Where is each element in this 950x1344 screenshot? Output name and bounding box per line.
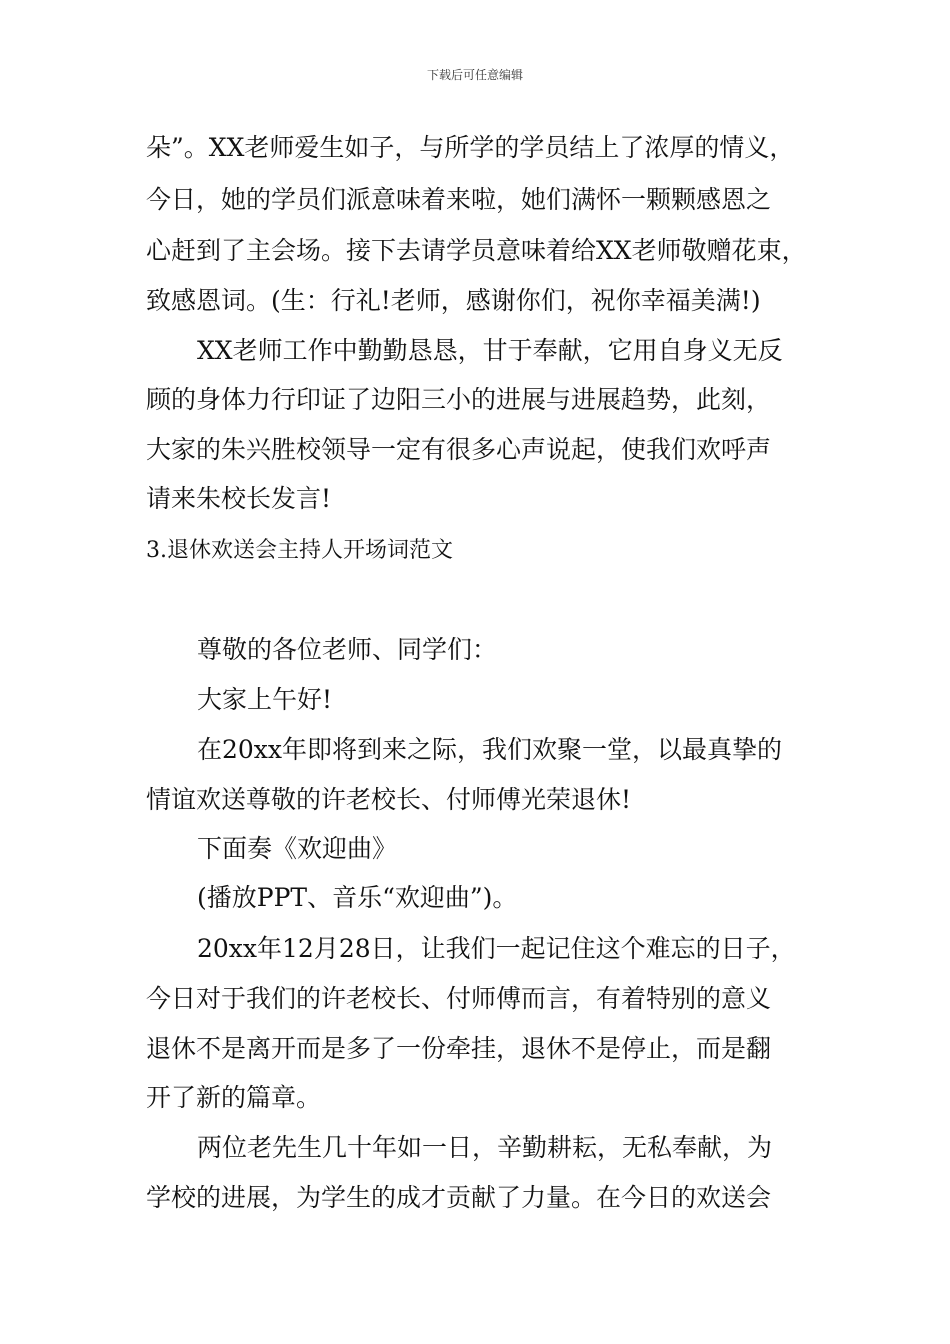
paragraph-line: XX老师工作中勤勤恳恳，甘于奉献，它用自身义无反 xyxy=(197,336,783,365)
paragraph-line: 在20xx年即将到来之际，我们欢聚一堂，以最真挚的 xyxy=(197,735,783,764)
paragraph-line: 心赶到了主会场。接下去请学员意味着给XX老师敬赠花束， xyxy=(146,236,807,265)
paragraph-line: 今日，她的学员们派意味着来啦，她们满怀一颗颗感恩之 xyxy=(146,185,772,214)
paragraph-line: (播放PPT、音乐“欢迎曲”)。 xyxy=(197,883,518,912)
paragraph-line: 下面奏《欢迎曲》 xyxy=(197,834,398,863)
paragraph-line: 顾的身体力行印证了边阳三小的进展与进展趋势，此刻， xyxy=(146,385,772,414)
paragraph-line: 大家的朱兴胜校领导一定有很多心声说起，使我们欢呼声 xyxy=(146,435,772,464)
paragraph-line: 20xx年12月28日，让我们一起记住这个难忘的日子， xyxy=(197,934,796,963)
paragraph-line: 朵”。XX老师爱生如子，与所学的学员结上了浓厚的情义， xyxy=(146,133,795,162)
section-heading: 3.退休欢送会主持人开场词范文 xyxy=(146,538,453,563)
paragraph-line: 学校的进展，为学生的成才贡献了力量。在今日的欢送会 xyxy=(146,1183,772,1212)
paragraph-line: 开了新的篇章。 xyxy=(146,1083,322,1112)
page-header: 下载后可任意编辑 xyxy=(426,68,523,82)
salutation: 尊敬的各位老师、同学们： xyxy=(197,635,498,664)
paragraph-line: 请来朱校长发言! xyxy=(146,484,332,513)
greeting: 大家上午好! xyxy=(197,685,333,714)
paragraph-line: 两位老先生几十年如一日，辛勤耕耘，无私奉献，为 xyxy=(197,1133,773,1162)
paragraph-line: 退休不是离开而是多了一份牵挂，退休不是停止，而是翻 xyxy=(146,1034,772,1063)
paragraph-line: 今日对于我们的许老校长、付师傅而言，有着特别的意义 xyxy=(146,984,772,1013)
paragraph-line: 致感恩词。(生：行礼!老师，感谢你们，祝你幸福美满!) xyxy=(146,286,761,315)
paragraph-line: 情谊欢送尊敬的许老校长、付师傅光荣退休! xyxy=(146,785,632,814)
